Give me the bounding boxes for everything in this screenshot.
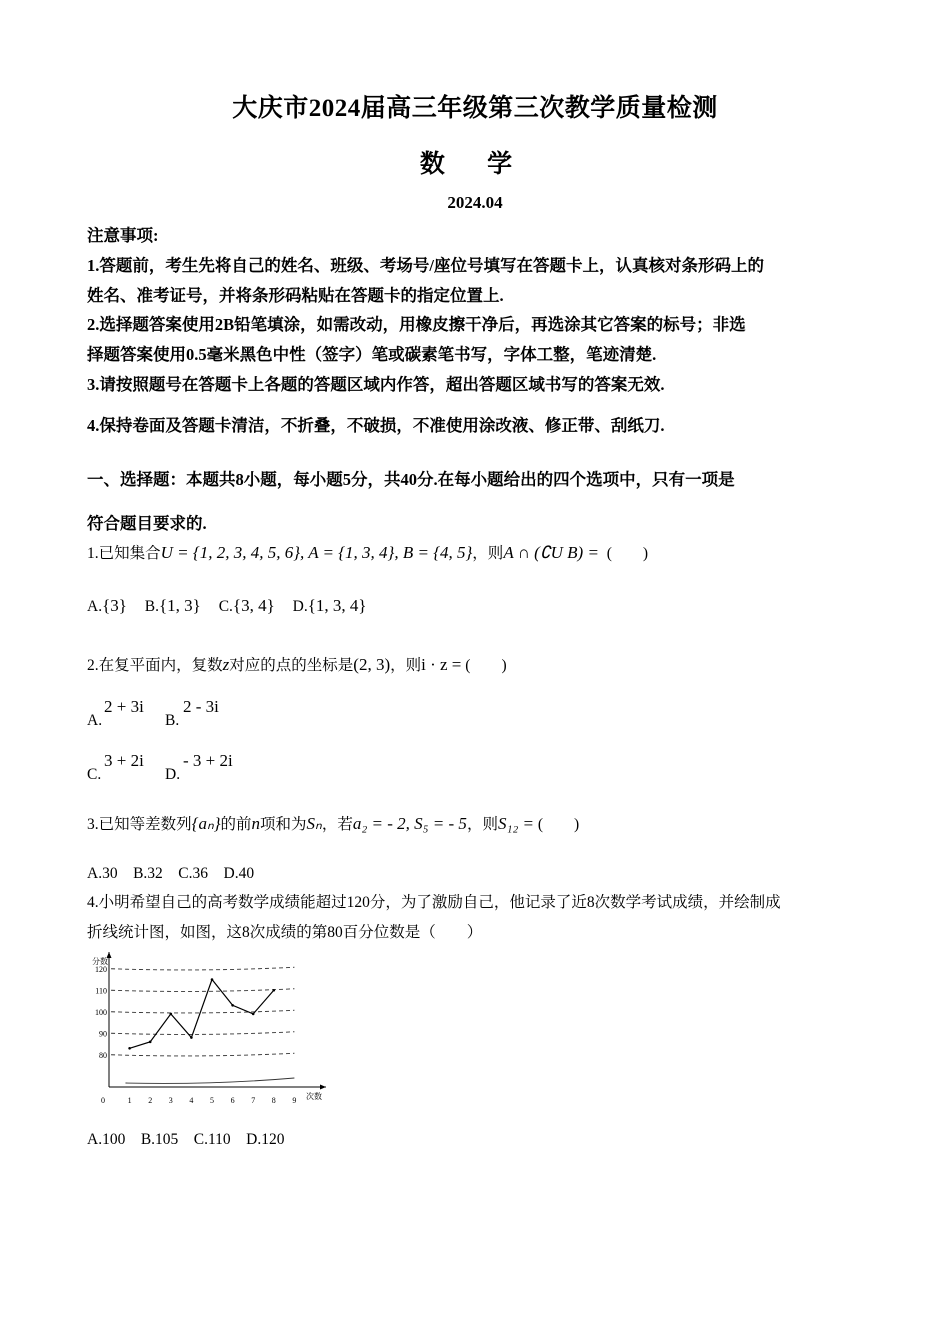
notice-line-1: 1.答题前，考生先将自己的姓名、班级、考场号/座位号填写在答题卡上，认真核对条形码上的: [87, 256, 764, 275]
x-tick-6: 6: [230, 1096, 235, 1105]
section1-line-2: 符合题目要求的.: [87, 514, 207, 533]
data-point-2: [149, 1041, 152, 1044]
q3-if: ，若: [321, 816, 353, 833]
q3-condition: a₂ = - 2, S₅ = - 5: [352, 814, 467, 833]
y-tick-120: 120: [95, 964, 107, 974]
q2-option-a[interactable]: A.: [87, 712, 103, 729]
y-axis-label: 分数: [92, 957, 108, 966]
q2-then: ，则: [390, 657, 422, 674]
y-tick-90: 90: [99, 1029, 107, 1039]
data-point-4: [190, 1036, 193, 1039]
q2-option-b-value: 2 - 3i: [183, 697, 219, 716]
q2-point: (2, 3): [353, 655, 391, 674]
data-point-1: [128, 1047, 131, 1050]
gridline-120: [111, 967, 294, 970]
notice-line-4: 择题答案使用0.5毫米黑色中性（签字）笔或碳素笔书写，字体工整，笔迹清楚.: [87, 345, 657, 364]
notice-line-3: 2.选择题答案使用2B铅笔填涂，如需改动，用橡皮擦干净后，再选涂其它答案的标号；非选: [87, 315, 746, 334]
q4-options[interactable]: A.100 B.105 C.110 D.120: [87, 1131, 285, 1148]
x-tick-5: 5: [210, 1096, 214, 1105]
x-tick-4: 4: [189, 1096, 194, 1105]
q2-var: z: [222, 655, 230, 674]
subject-title: 数 学: [419, 151, 531, 178]
data-point-7: [252, 1013, 255, 1016]
y-tick-100: 100: [95, 1007, 107, 1017]
q3-Sn: Sₙ: [306, 814, 322, 833]
notice-line-2: 姓名、准考证号，并将条形码粘贴在答题卡的指定位置上.: [87, 286, 504, 305]
question-3: [87, 812, 579, 834]
q2-option-b[interactable]: B.: [165, 712, 180, 729]
exam-date: 2024.04: [447, 193, 503, 212]
q3-mid2: 项和为: [260, 816, 307, 833]
x-tick-7: 7: [251, 1096, 256, 1105]
q3-prefix: 3.已知等差数列: [87, 816, 192, 833]
x-tick-2: 2: [148, 1096, 153, 1105]
data-point-5: [211, 978, 214, 981]
q4-line-1: 4.小明希望自己的高考数学成绩能超过120分，为了激励自己，他记录了近8次数学考试成绩，并绘制成: [87, 894, 781, 911]
q1-set-B: , B = {4, 5}: [394, 543, 473, 562]
q2-option-d-value: - 3 + 2i: [183, 751, 233, 770]
q1-set-U: U = {1, 2, 3, 4, 5, 6}: [160, 543, 300, 562]
q2-expression: i · z =: [421, 655, 462, 674]
q1-then: ，则: [472, 545, 504, 562]
notice-line-6: 4.保持卷面及答题卡清洁，不折叠，不破损，不准使用涂改液、修正带、刮纸刀.: [87, 416, 665, 435]
q1-paren: ( ): [606, 545, 649, 562]
x-axis-arrow: [320, 1085, 326, 1090]
gridline-90: [111, 1032, 294, 1035]
q2-paren: ( ): [465, 657, 507, 674]
q1-expression: A ∩ (∁U B) =: [503, 543, 599, 562]
x-tick-1: 1: [127, 1096, 132, 1105]
gridline-100: [111, 1010, 294, 1013]
q3-paren: ( ): [537, 816, 580, 833]
x-tick-8: 8: [271, 1096, 276, 1105]
q3-expression: S₁₂ =: [497, 814, 534, 833]
q1-prefix: 1.已知集合: [87, 545, 161, 562]
q3-n: n: [251, 814, 261, 833]
q1-option-b[interactable]: B.{1, 3}: [144, 596, 201, 615]
data-point-6: [231, 1004, 234, 1007]
q2-prefix: 2.在复平面内，复数: [87, 657, 223, 674]
notice-heading: 注意事项:: [87, 226, 159, 245]
baseline-curve: [125, 1078, 294, 1083]
q3-mid1: 的前: [220, 816, 252, 833]
gridline-80: [111, 1053, 294, 1056]
x-axis-label: 次数: [306, 1092, 322, 1101]
x-tick-9: 9: [292, 1096, 297, 1105]
question-1: [87, 541, 648, 563]
q1-option-c[interactable]: C.{3, 4}: [218, 596, 275, 615]
q2-option-a-value: 2 + 3i: [104, 697, 144, 716]
question-2: [87, 653, 507, 675]
q1-options: [87, 596, 381, 616]
q1-option-d[interactable]: D.{1, 3, 4}: [292, 596, 367, 615]
gridline-110: [111, 989, 294, 992]
origin-label: 0: [101, 1096, 105, 1105]
data-point-8: [273, 989, 276, 992]
q3-then: ，则: [466, 816, 498, 833]
q2-option-c[interactable]: C.: [87, 766, 102, 783]
q1-set-A: , A = {1, 3, 4}: [300, 543, 395, 562]
q2-option-d[interactable]: D.: [165, 766, 181, 783]
q3-sequence: {aₙ}: [191, 814, 221, 833]
notice-line-5: 3.请按照题号在答题卡上各题的答题区域内作答，超出答题区域书写的答案无效.: [87, 375, 665, 394]
section1-line-1: 一、选择题：本题共8小题，每小题5分，共40分.在每小题给出的四个选项中，只有一项是: [87, 470, 735, 489]
y-tick-80: 80: [99, 1050, 107, 1060]
q1-option-a[interactable]: A.{3}: [87, 596, 127, 615]
exam-title: 大庆市2024届高三年级第三次教学质量检测: [232, 95, 718, 122]
x-tick-3: 3: [168, 1096, 173, 1105]
q3-options[interactable]: A.30 B.32 C.36 D.40: [87, 865, 255, 882]
q4-line-chart: [82, 948, 342, 1110]
q4-line-2: 折线统计图，如图，这8次成绩的第80百分位数是（ ）: [87, 924, 483, 941]
data-point-3: [170, 1013, 173, 1016]
q2-option-c-value: 3 + 2i: [104, 751, 144, 770]
q2-mid: 对应的点的坐标是: [229, 657, 354, 674]
y-tick-110: 110: [95, 986, 107, 996]
